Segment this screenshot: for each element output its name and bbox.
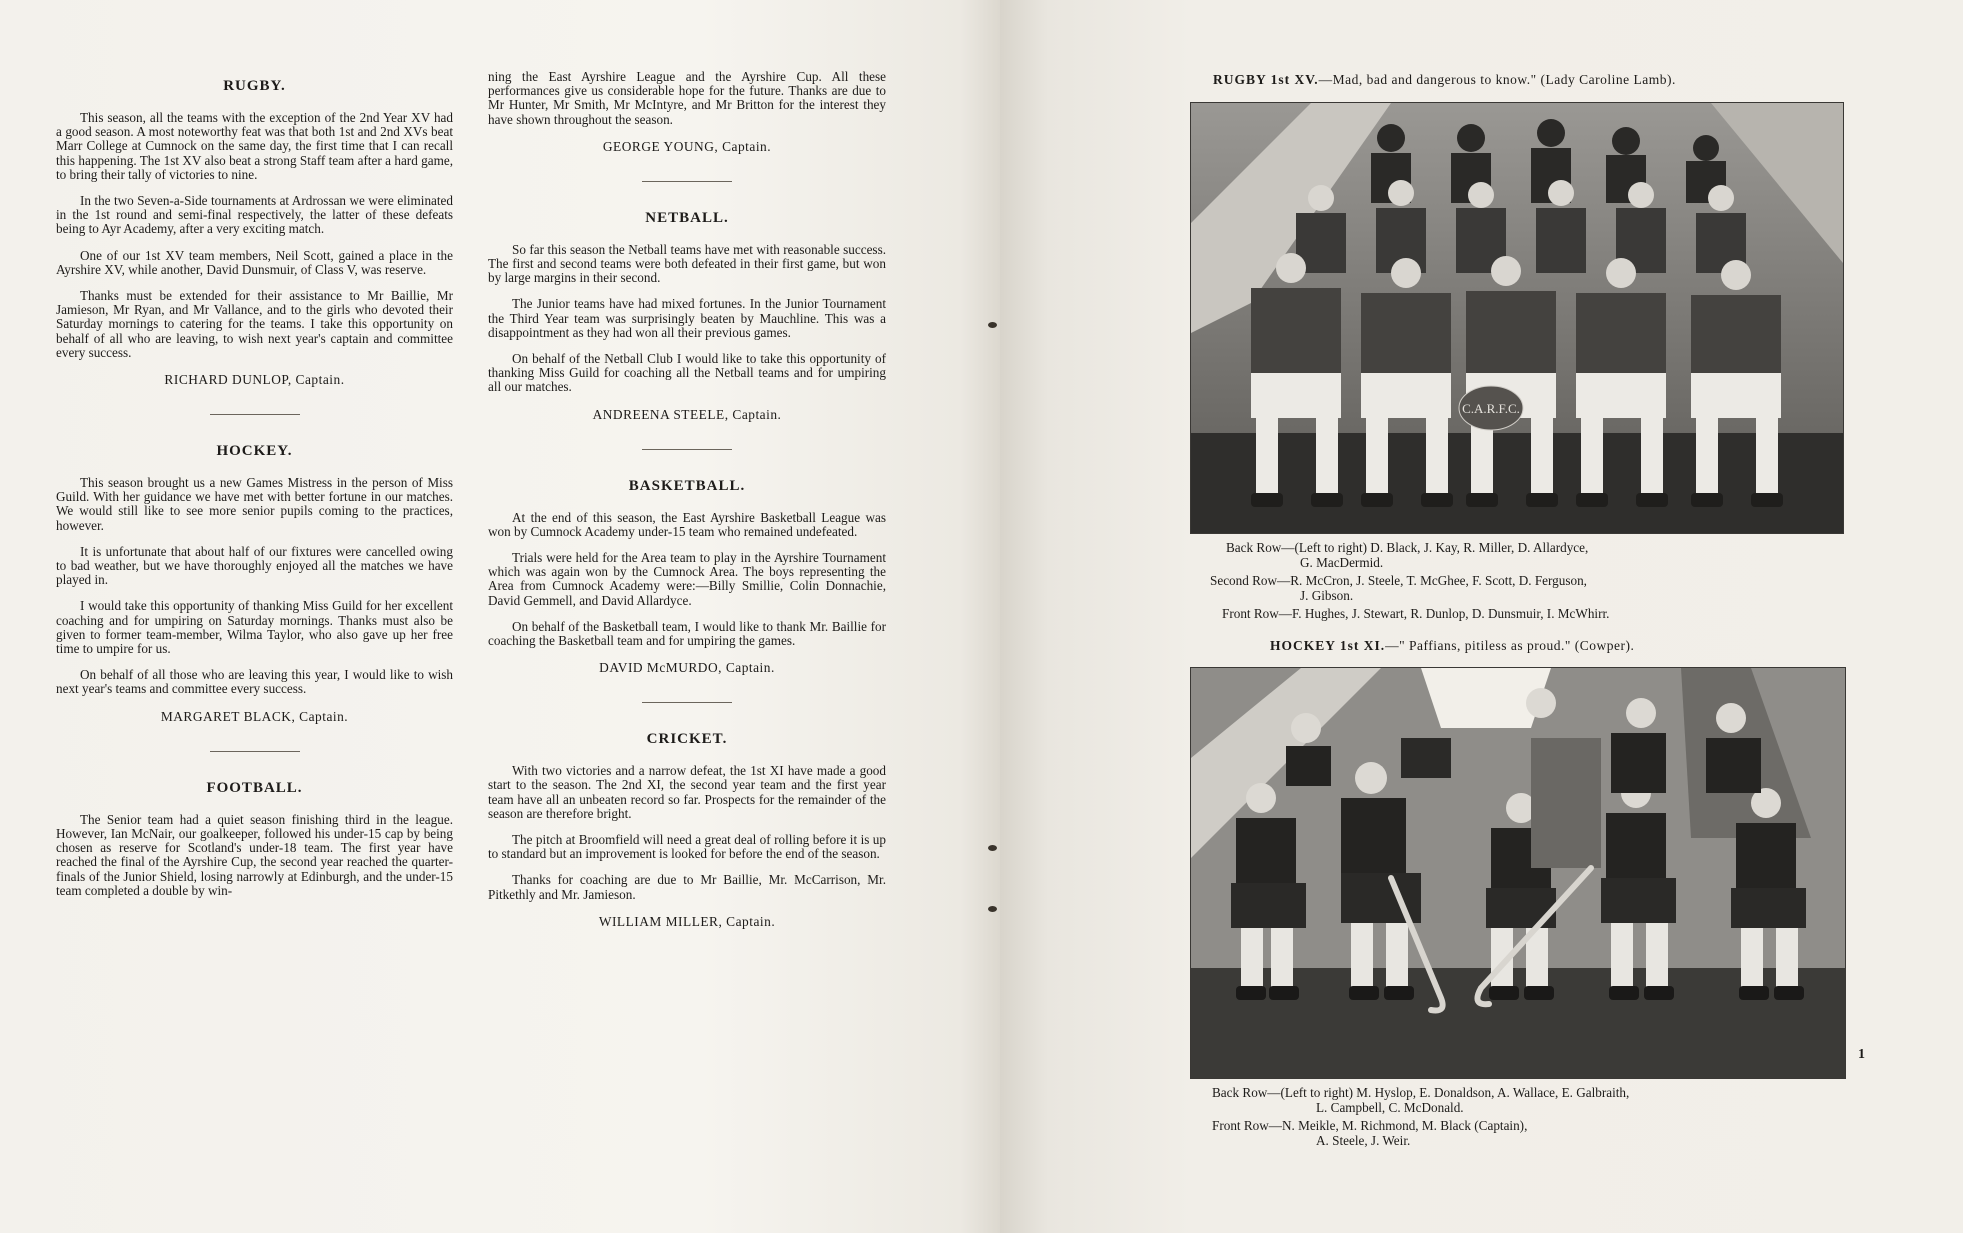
cricket-paragraph: With two victories and a narrow defeat, the 1st XI have made a good start to the season. The 2nd XI, the second year team and the first year team have all an unbeaten record so far. Prospects for the remainder of the season are therefore bright.: [488, 763, 886, 821]
hockey-paragraph: It is unfortunate that about half of our fixtures were cancelled owing to bad weather, but we have thoroughly enjoyed all the matches we have played in.: [56, 543, 453, 588]
cricket-paragraph: Thanks for coaching are due to Mr Baillie, Mr. McCarrison, Mr. Pitkethly and Mr. Jamieson.: [488, 872, 886, 902]
rugby-second-row: [1210, 573, 1835, 603]
hockey-paragraph: On behalf of all those who are leaving this year, I would like to wish next year's teams and committee every success.: [56, 667, 453, 697]
rugby-second-row-names-cont: J. Gibson.: [1300, 588, 1354, 603]
rugby-names: [1210, 540, 1835, 624]
cricket-paragraph: The pitch at Broomfield will need a great deal of rolling before it is up to standard but an improvement is looked for before the end of the season.: [488, 832, 886, 862]
hockey-front-row-names: Front Row—N. Meikle, M. Richmond, M. Black (Captain),: [1212, 1118, 1528, 1133]
hockey-names: [1212, 1085, 1842, 1151]
section-divider: [210, 414, 300, 415]
section-divider: [642, 702, 732, 703]
basketball-paragraph: Trials were held for the Area team to play in the Ayrshire Tournament which was again won by the Cumnock Area. The boys representing the Area from Cumnock Academy were:—Billy Smillie, Colin Donnachie, David Gemmell, and David Allardyce.: [488, 550, 886, 608]
section-divider: [642, 449, 732, 450]
rugby-paragraph: In the two Seven-a-Side tournaments at Ardrossan we were eliminated in the 1st round and semi-final respectively, the latter of these defeats being to Ayr Academy, after a very exciting match.: [56, 193, 453, 237]
rugby-photo-title: [1213, 72, 1676, 88]
rugby-front-row-names: Front Row—F. Hughes, J. Stewart, R. Dunlop, D. Dunsmuir, I. McWhirr.: [1222, 606, 1610, 621]
hockey-heading: HOCKEY.: [216, 443, 293, 460]
section-divider: [210, 751, 300, 752]
binding-hole: [988, 322, 997, 328]
basketball-report: [488, 478, 886, 677]
hockey-report: [56, 443, 453, 725]
hockey-front-row: [1212, 1118, 1842, 1148]
rugby-back-row: [1210, 540, 1835, 570]
rugby-paragraph: This season, all the teams with the exception of the 2nd Year XV had a good season. A most noteworthy feat was that both 1st and 2nd XVs beat Marr College at Cumnock on the same day, the first time that I can recall this happening. The 1st XV also beat a strong Staff team after a hard game, to bring their tally of victories to nine.: [56, 110, 453, 182]
rugby-photo-quote: —Mad, bad and dangerous to know." (Lady Caroline Lamb).: [1318, 72, 1676, 87]
hockey-paragraph: This season brought us a new Games Mistress in the person of Miss Guild. With her guidance we have met with better fortune in our matches. We would still like to see more senior pupils coming to the practices, however.: [56, 475, 453, 533]
football-signature: GEORGE YOUNG, Captain.: [602, 138, 772, 154]
cricket-heading: CRICKET.: [646, 731, 728, 748]
section-divider: [642, 181, 732, 182]
netball-report: [488, 210, 886, 423]
football-paragraph: The Senior team had a quiet season finishing third in the league. However, Ian McNair, our goalkeeper, followed his under-15 cap by being chosen as reserve for Scotland's under-18 team. The first year have reached the final of the Ayrshire Cup, the second year reached the quarter-finals of the Junior Shield, losing narrowly at Edinburgh, and the under-15 team completed a double by win-: [56, 811, 453, 898]
hockey-team-photo: [1191, 668, 1845, 1078]
rugby-paragraph: One of our 1st XV team members, Neil Scott, gained a place in the Ayrshire XV, while another, David Dunsmuir, of Class V, was reserve.: [56, 247, 453, 277]
rugby-team-photo: [1191, 103, 1843, 533]
right-column: [488, 70, 886, 930]
basketball-paragraph: At the end of this season, the East Ayrshire Basketball League was won by Cumnock Academy under-15 team who remained undefeated.: [488, 509, 886, 539]
rugby-photo-title-bold: RUGBY 1st XV.: [1213, 72, 1319, 87]
hockey-back-row-names: Back Row—(Left to right) M. Hyslop, E. Donaldson, A. Wallace, E. Galbraith,: [1212, 1085, 1630, 1100]
ball-label: C.A.R.F.C.: [1462, 401, 1520, 416]
hockey-photo-title-bold: HOCKEY 1st XI.: [1270, 638, 1386, 653]
basketball-paragraph: On behalf of the Basketball team, I would like to thank Mr. Baillie for coaching the Basketball team and for umpiring the games.: [488, 618, 886, 649]
binding-hole: [988, 845, 997, 851]
hockey-photo-illustration: [1191, 668, 1845, 1078]
hockey-front-row-names-cont: A. Steele, J. Weir.: [1316, 1133, 1411, 1148]
rugby-front-row: [1210, 606, 1835, 621]
left-column: [56, 78, 453, 910]
rugby-back-row-names-cont: G. MacDermid.: [1300, 555, 1384, 570]
cricket-report: [488, 731, 886, 930]
hockey-paragraph: I would take this opportunity of thanking Miss Guild for her excellent coaching and for umpiring on Saturday mornings. Thanks must also be given to former team-member, Wilma Taylor, who also gave up her free time to umpire for us.: [56, 598, 453, 657]
cricket-signature: WILLIAM MILLER, Captain.: [598, 913, 776, 929]
hockey-photo-title: [1270, 638, 1634, 654]
hockey-back-row: [1212, 1085, 1842, 1115]
football-heading: FOOTBALL.: [206, 779, 303, 796]
netball-paragraph: The Junior teams have had mixed fortunes. In the Junior Tournament the Third Year team was surprisingly beaten by Mauchline. This was a disappointment as they had won all their previous games.: [488, 296, 886, 340]
rugby-back-row-names: Back Row—(Left to right) D. Black, J. Kay, R. Miller, D. Allardyce,: [1226, 540, 1589, 555]
basketball-signature: DAVID McMURDO, Captain.: [599, 660, 775, 676]
hockey-photo-quote: —" Paffians, pitiless as proud." (Cowper).: [1385, 638, 1635, 653]
rugby-heading: RUGBY.: [223, 78, 286, 94]
rugby-paragraph: Thanks must be extended for their assistance to Mr Baillie, Mr Jamieson, Mr Ryan, and Mr Vallance, and to the girls who devoted their Saturday mornings to catering for the teams. I take this opportunity on behalf of all who are leaving, to wish next year's captain and committee every success.: [56, 288, 453, 360]
basketball-heading: BASKETBALL.: [628, 477, 746, 494]
rugby-photo-illustration: [1191, 103, 1843, 533]
rugby-signature: RICHARD DUNLOP, Captain.: [164, 372, 345, 388]
football-report: [56, 780, 453, 898]
page-number: 1: [1858, 1047, 1865, 1062]
netball-paragraph: On behalf of the Netball Club I would like to take this opportunity of thanking Miss Guild for coaching all the Netball teams and for umpiring all our matches.: [488, 351, 886, 395]
netball-signature: ANDREENA STEELE, Captain.: [592, 406, 782, 422]
netball-heading: NETBALL.: [645, 209, 729, 226]
rugby-second-row-names: Second Row—R. McCron, J. Steele, T. McGhee, F. Scott, D. Ferguson,: [1210, 573, 1587, 588]
rugby-report: [56, 78, 453, 388]
binding-hole: [988, 906, 997, 912]
hockey-back-row-names-cont: L. Campbell, C. McDonald.: [1316, 1100, 1464, 1115]
hockey-signature: MARGARET BLACK, Captain.: [160, 708, 349, 724]
netball-paragraph: So far this season the Netball teams have met with reasonable success. The first and second teams were both defeated in their first game, but won by large margins in their second.: [488, 241, 886, 286]
football-paragraph-continued: ning the East Ayrshire League and the Ayrshire Cup. All these performances give us considerable hope for the future. Thanks are due to Mr Hunter, Mr Smith, Mr McIntyre, and Mr Britton for the interest they have shown throughout the season.: [488, 69, 886, 127]
